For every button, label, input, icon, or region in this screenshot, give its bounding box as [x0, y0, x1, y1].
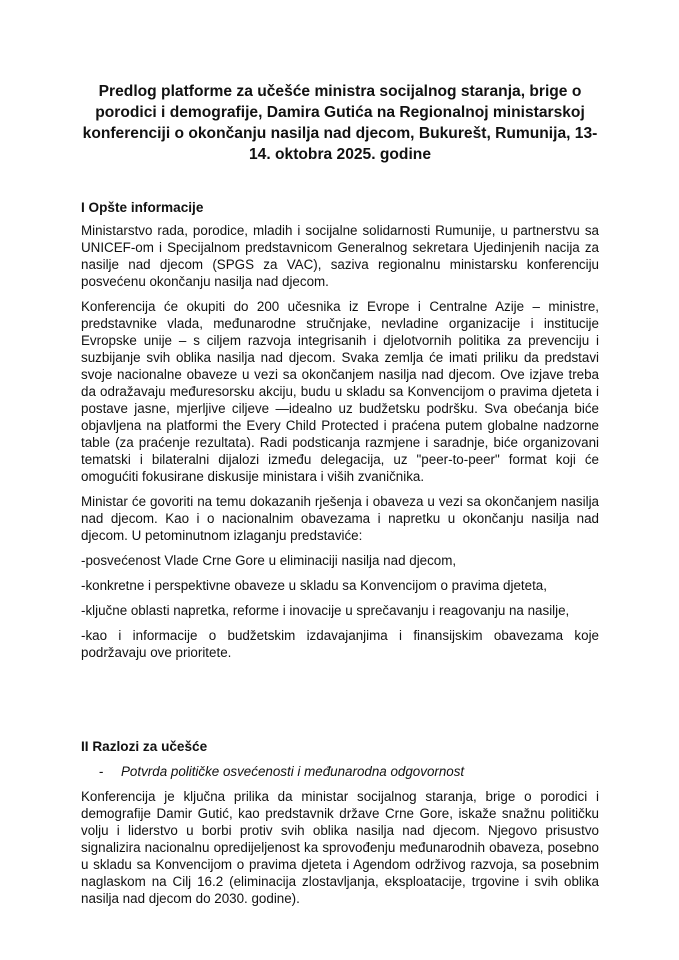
paragraph: Ministarstvo rada, porodice, mladih i socijalne solidarnosti Rumunije, u partnerstvu sa UNICEF-om i Specijalnom predstavnicom Generalnog sekretara Ujedinjenih nacija za nasilje nad djecom (SPGS za VAC), saziva regionalnu ministarsku konferenciju posvećenu okončanju nasilja nad djecom.: [81, 223, 599, 289]
document-title: Predlog platforme za učešće ministra socijalnog staranja, brige o porodici i demografije, Damira Gutića na Regionalnoj ministarskoj konferenciji o okončanju nasilja nad djecom, Bukurešt, Rumunija, 13-14. oktobra 2025. godine: [82, 83, 598, 163]
section-reasons-for-participation: [81, 738, 599, 915]
subheading: [81, 763, 599, 780]
section-general-information: [81, 199, 599, 669]
subheading-text: Potvrda političke osvećenosti i međunarodna odgovornost: [121, 764, 465, 779]
list-item: -ključne oblasti napretka, reforme i inovacije u sprečavanju i reagovanju na nasilje,: [81, 603, 570, 618]
paragraph: Konferencija je ključna prilika da ministar socijalnog staranja, brige o porodici i demografije Damir Gutić, kao predstavnik države Crne Gore, iskaže snažnu političku volju i liderstvo u borbi protiv svih oblika nasilja nad djecom. Njegovo prisustvo signalizira nacionalnu opredijeljenost ka sprovođenju međunarodnih obaveza, posebno u skladu sa Konvencijom o pravima djeteta i Agendom održivog razvoja, sa posebnim naglaskom na Cilj 16.2 (eliminacija zlostavljanja, eksploatacije, trgovine i svih oblika nasilja nad djecom do 2030. godine).: [81, 789, 599, 906]
list-item: -kao i informacije o budžetskim izdavajanjima i finansijskim obavezama koje podržavaju ove prioritete.: [81, 628, 599, 660]
dash-bullet: -: [98, 764, 104, 779]
paragraph: Ministar će govoriti na temu dokazanih rješenja i obaveza u vezi sa okončanjem nasilja nad djecom. Kao i o nacionalnim obavezama i napretku u okončanju nasilja nad djecom. U petominutnom izlaganju predstaviće:: [81, 494, 599, 543]
section-heading: I Opšte informacije: [81, 200, 204, 215]
section-heading: II Razlozi za učešće: [81, 739, 208, 754]
paragraph: Konferencija će okupiti do 200 učesnika iz Evrope i Centralne Azije – ministre, predstavnike vlada, međunarodne stručnjake, nevladine organizacije i institucije Evropske unije – s ciljem razvoja integrisanih i djelotvornih politika za prevenciju i suzbijanje svih oblika nasilja nad djecom. Svaka zemlja će imati priliku da predstavi svoje nacionalne obaveze u vezi sa okončanjem nasilja nad djecom. Ove izjave treba da odražavaju međuresorsku akciju, budu u skladu sa Konvencijom o pravima djeteta i postave jasne, mjerljive ciljeve —idealno uz budžetsku podršku. Sva obećanja biće objavljena na platformi the Every Child Protected i praćena putem globalne nadzorne table (za praćenje rezultata). Radi podsticanja razmjene i saradnje, biće organizovani tematski i bilateralni dijalozi između delegacija, uz "peer-to-peer" format koji će omogućiti fokusirane diskusije ministara i viših zvaničnika.: [81, 299, 599, 484]
list-item: -posvećenost Vlade Crne Gore u eliminaciji nasilja nad djecom,: [81, 553, 457, 568]
bullet-list: [81, 552, 599, 661]
list-item: -konkretne i perspektivne obaveze u skladu sa Konvencijom o pravima djeteta,: [81, 578, 547, 593]
